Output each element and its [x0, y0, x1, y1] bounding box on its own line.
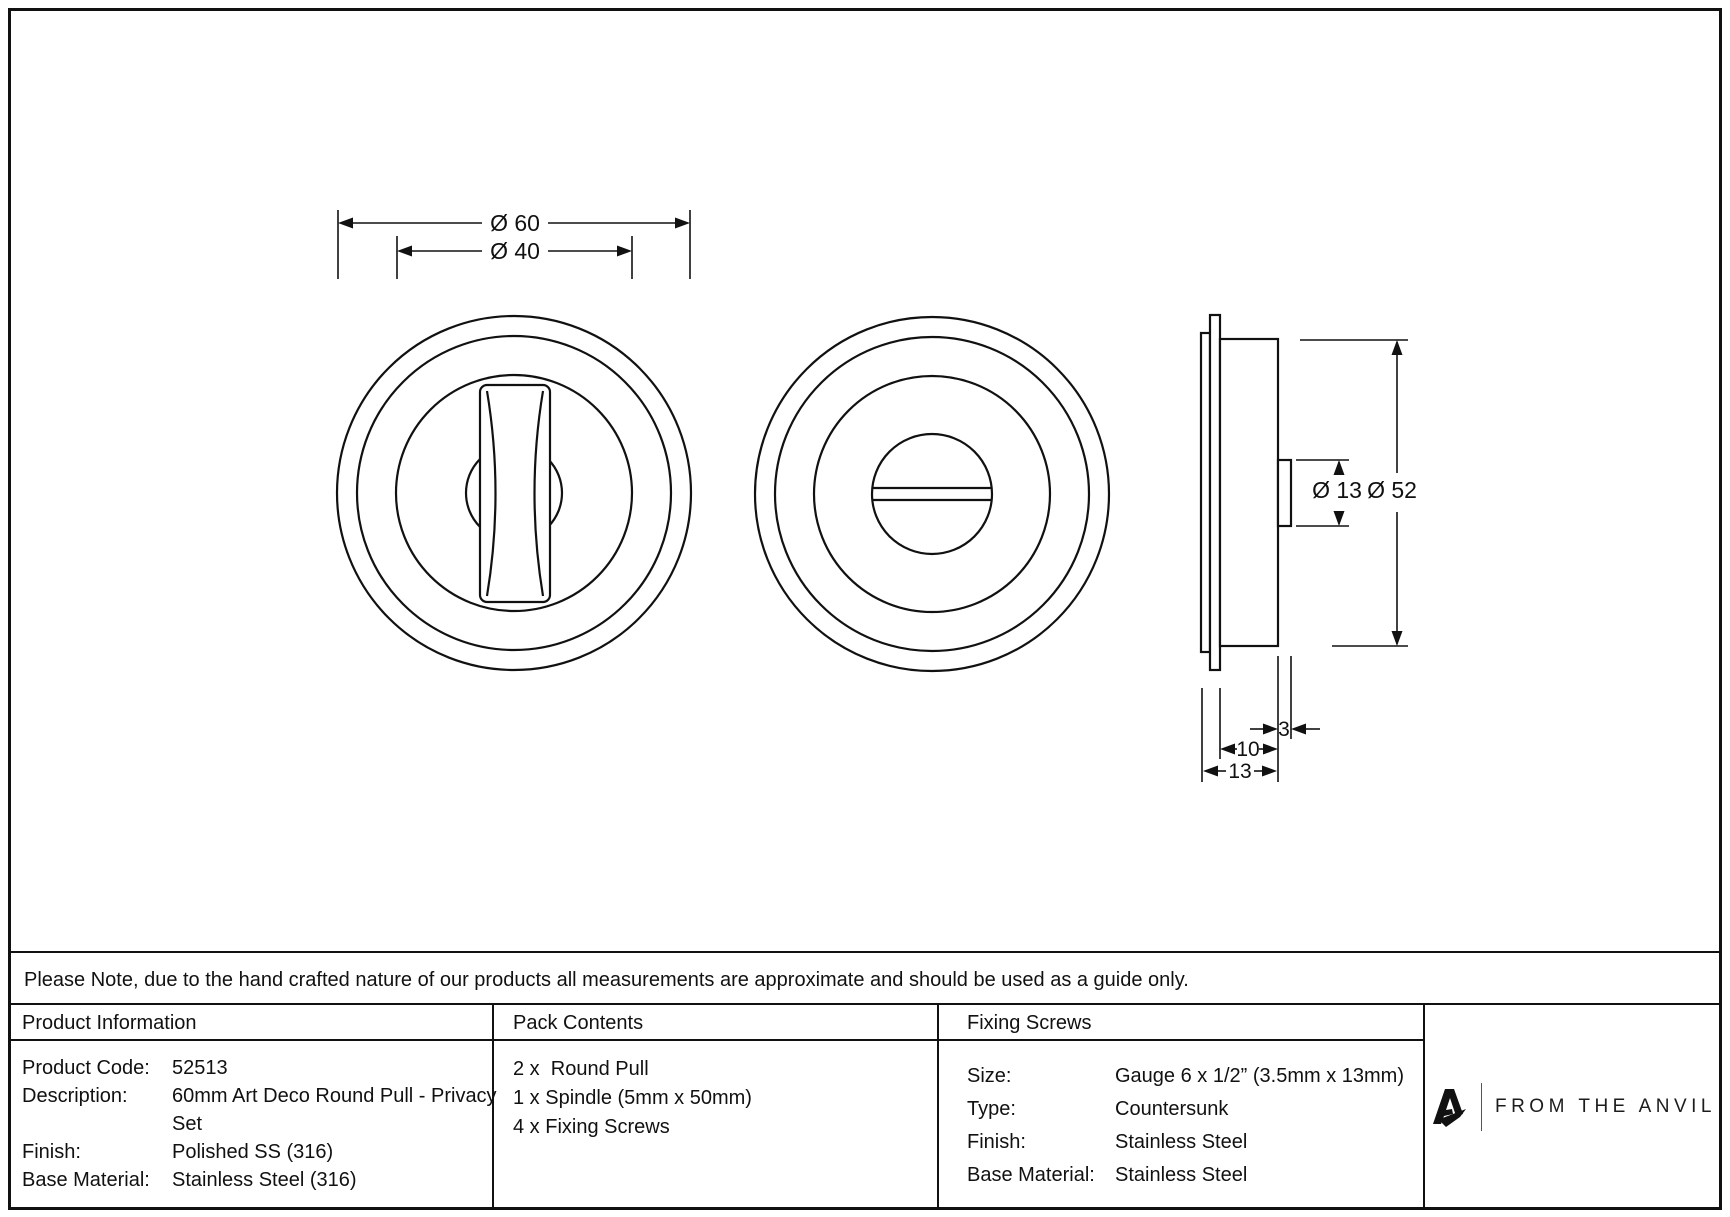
dim-label-side-body: Ø 52 — [1367, 477, 1417, 503]
table-row — [22, 1054, 498, 1082]
pack-item: 2 x Round Pull — [513, 1058, 649, 1080]
measurement-disclaimer: Please Note, due to the hand crafted nature of our products all measurements are approximate and should be used as a guide only. — [24, 969, 1189, 991]
pack-item: 1 x Spindle (5mm x 50mm) — [513, 1087, 752, 1109]
table-row — [967, 1126, 1404, 1159]
table-row — [22, 1138, 498, 1166]
screw-base-material-label: Base Material: — [967, 1164, 1095, 1186]
table-row — [967, 1060, 1404, 1093]
base-material-label: Base Material: — [22, 1169, 150, 1191]
fixing-screws-cell — [967, 1060, 1404, 1192]
screw-base-material-value: Stainless Steel — [1115, 1164, 1248, 1186]
finish-value: Polished SS (316) — [172, 1141, 334, 1163]
logo-divider — [1481, 1083, 1482, 1131]
header-fixing-screws: Fixing Screws — [967, 1012, 1092, 1034]
pack-item: 4 x Fixing Screws — [513, 1116, 670, 1138]
product-code-label: Product Code: — [22, 1057, 150, 1079]
finish-label: Finish: — [22, 1141, 81, 1163]
dim-label-front-outer: Ø 60 — [490, 210, 540, 236]
header-product-information: Product Information — [22, 1012, 197, 1034]
brand-cell — [1424, 1005, 1722, 1209]
dim-label-depth-body: 10 — [1236, 738, 1260, 761]
description-value: 60mm Art Deco Round Pull - Privacy Set — [172, 1085, 497, 1135]
table-row — [967, 1093, 1404, 1126]
table-row — [22, 1082, 498, 1138]
anvil-logo-icon — [1430, 1086, 1468, 1128]
base-material-value: Stainless Steel (316) — [172, 1169, 357, 1191]
dim-label-depth-total: 13 — [1228, 760, 1252, 783]
screw-finish-label: Finish: — [967, 1131, 1026, 1153]
header-pack-contents: Pack Contents — [513, 1012, 644, 1034]
pack-contents-cell — [513, 1055, 752, 1142]
dim-label-side-knob: Ø 13 — [1312, 477, 1362, 503]
screw-size-value: Gauge 6 x 1/2” (3.5mm x 13mm) — [1115, 1065, 1404, 1087]
note-row-top-rule — [10, 951, 1720, 953]
column-divider-2 — [937, 1003, 939, 1210]
screw-finish-value: Stainless Steel — [1115, 1131, 1248, 1153]
description-label: Description: — [22, 1085, 128, 1107]
table-row — [22, 1166, 498, 1194]
brand-name: FROM THE ANVIL — [1494, 1096, 1716, 1117]
product-information-cell — [22, 1054, 498, 1194]
screw-size-label: Size: — [967, 1065, 1012, 1087]
table-header-rule — [10, 1039, 1424, 1041]
product-code-value: 52513 — [172, 1057, 228, 1079]
table-row — [967, 1159, 1404, 1192]
screw-type-label: Type: — [967, 1098, 1016, 1120]
screw-type-value: Countersunk — [1115, 1098, 1229, 1120]
dim-label-depth-knob: 3 — [1278, 718, 1290, 741]
dim-label-front-inner: Ø 40 — [490, 238, 540, 264]
